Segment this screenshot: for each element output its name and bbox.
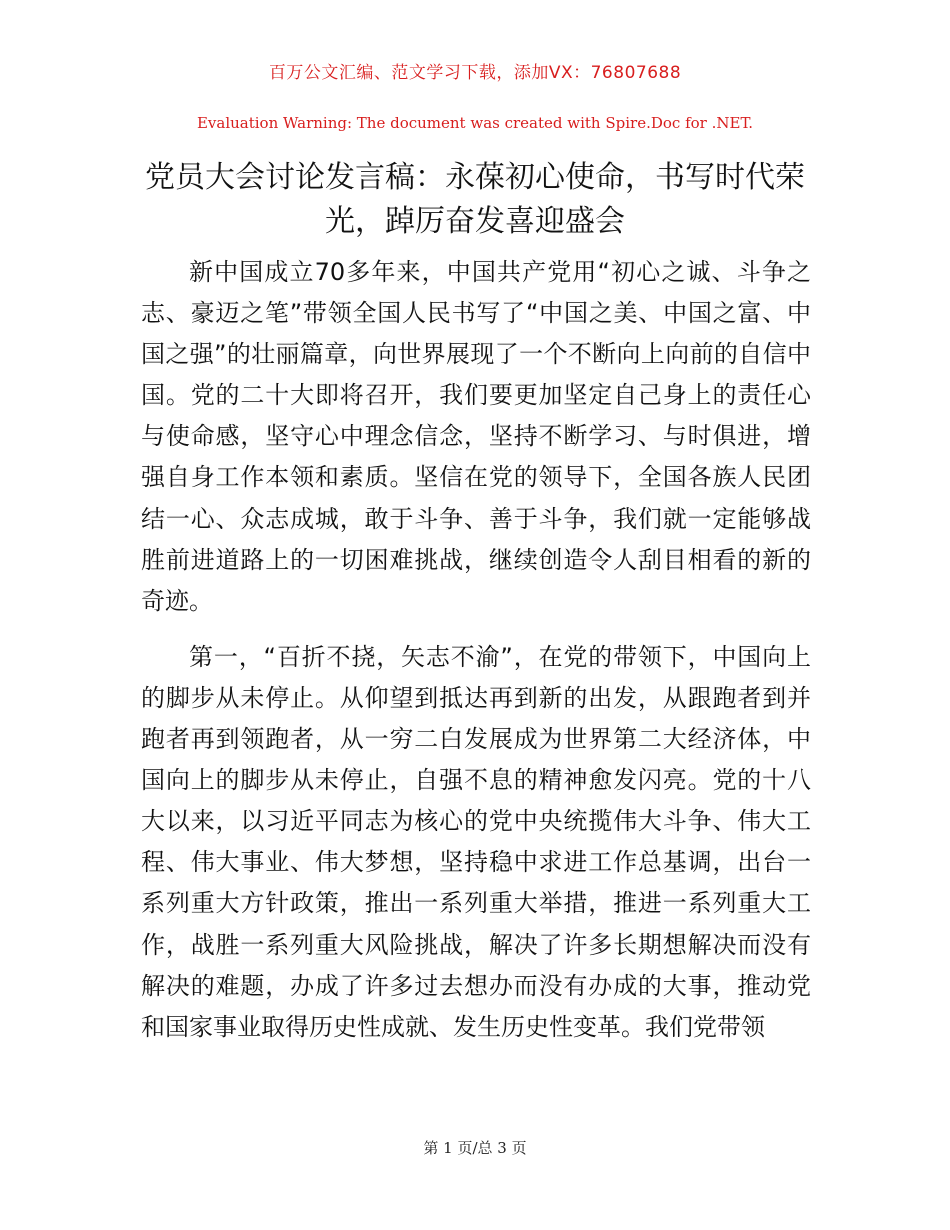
paragraph-1: 新中国成立70多年来，中国共产党用“初心之诚、斗争之志、豪迈之笔”带领全国人民书写了“中国之美、中国之富、中国之强”的壮丽篇章，向世界展现了一个不断向上向前的自信中国。党的二十大即将召开，我们要更加坚定自己身上的责任心与使命感，坚守心中理念信念，坚持不断学习、与时俱进，增强自身工作本领和素质。坚信在党的领导下，全国各族人民团结一心、众志成城，敢于斗争、善于斗争，我们就一定能够战胜前进道路上的一切困难挑战，继续创造令人刮目相看的新的奇迹。 [141, 258, 811, 615]
document-body [141, 252, 811, 1063]
evaluation-warning: Evaluation Warning: The document was created with Spire.Doc for .NET. [196, 114, 754, 132]
paragraph-2: 第一，“百折不挠，矢志不渝”，在党的带领下，中国向上的脚步从未停止。从仰望到抵达再到新的出发，从跟跑者到并跑者再到领跑者，从一穷二白发展成为世界第二大经济体，中国向上的脚步从未停止，自强不息的精神愈发闪亮。党的十八大以来，以习近平同志为核心的党中央统揽伟大斗争、伟大工程、伟大事业、伟大梦想，坚持稳中求进工作总基调，出台一系列重大方针政策，推出一系列重大举措，推进一系列重大工作，战胜一系列重大风险挑战，解决了许多长期想解决而没有解决的难题，办成了许多过去想办而没有办成的大事，推动党和国家事业取得历史性成就、发生历史性变革。我们党带领 [141, 642, 811, 1041]
header-banner: 百万公文汇编、范文学习下载，添加VX：76807688 [268, 63, 682, 83]
document-title: 党员大会讨论发言稿：永葆初心使命，书写时代荣光，踔厉奋发喜迎盛会 [145, 160, 805, 239]
page-footer: 第 1 页/总 3 页 [423, 1139, 527, 1157]
